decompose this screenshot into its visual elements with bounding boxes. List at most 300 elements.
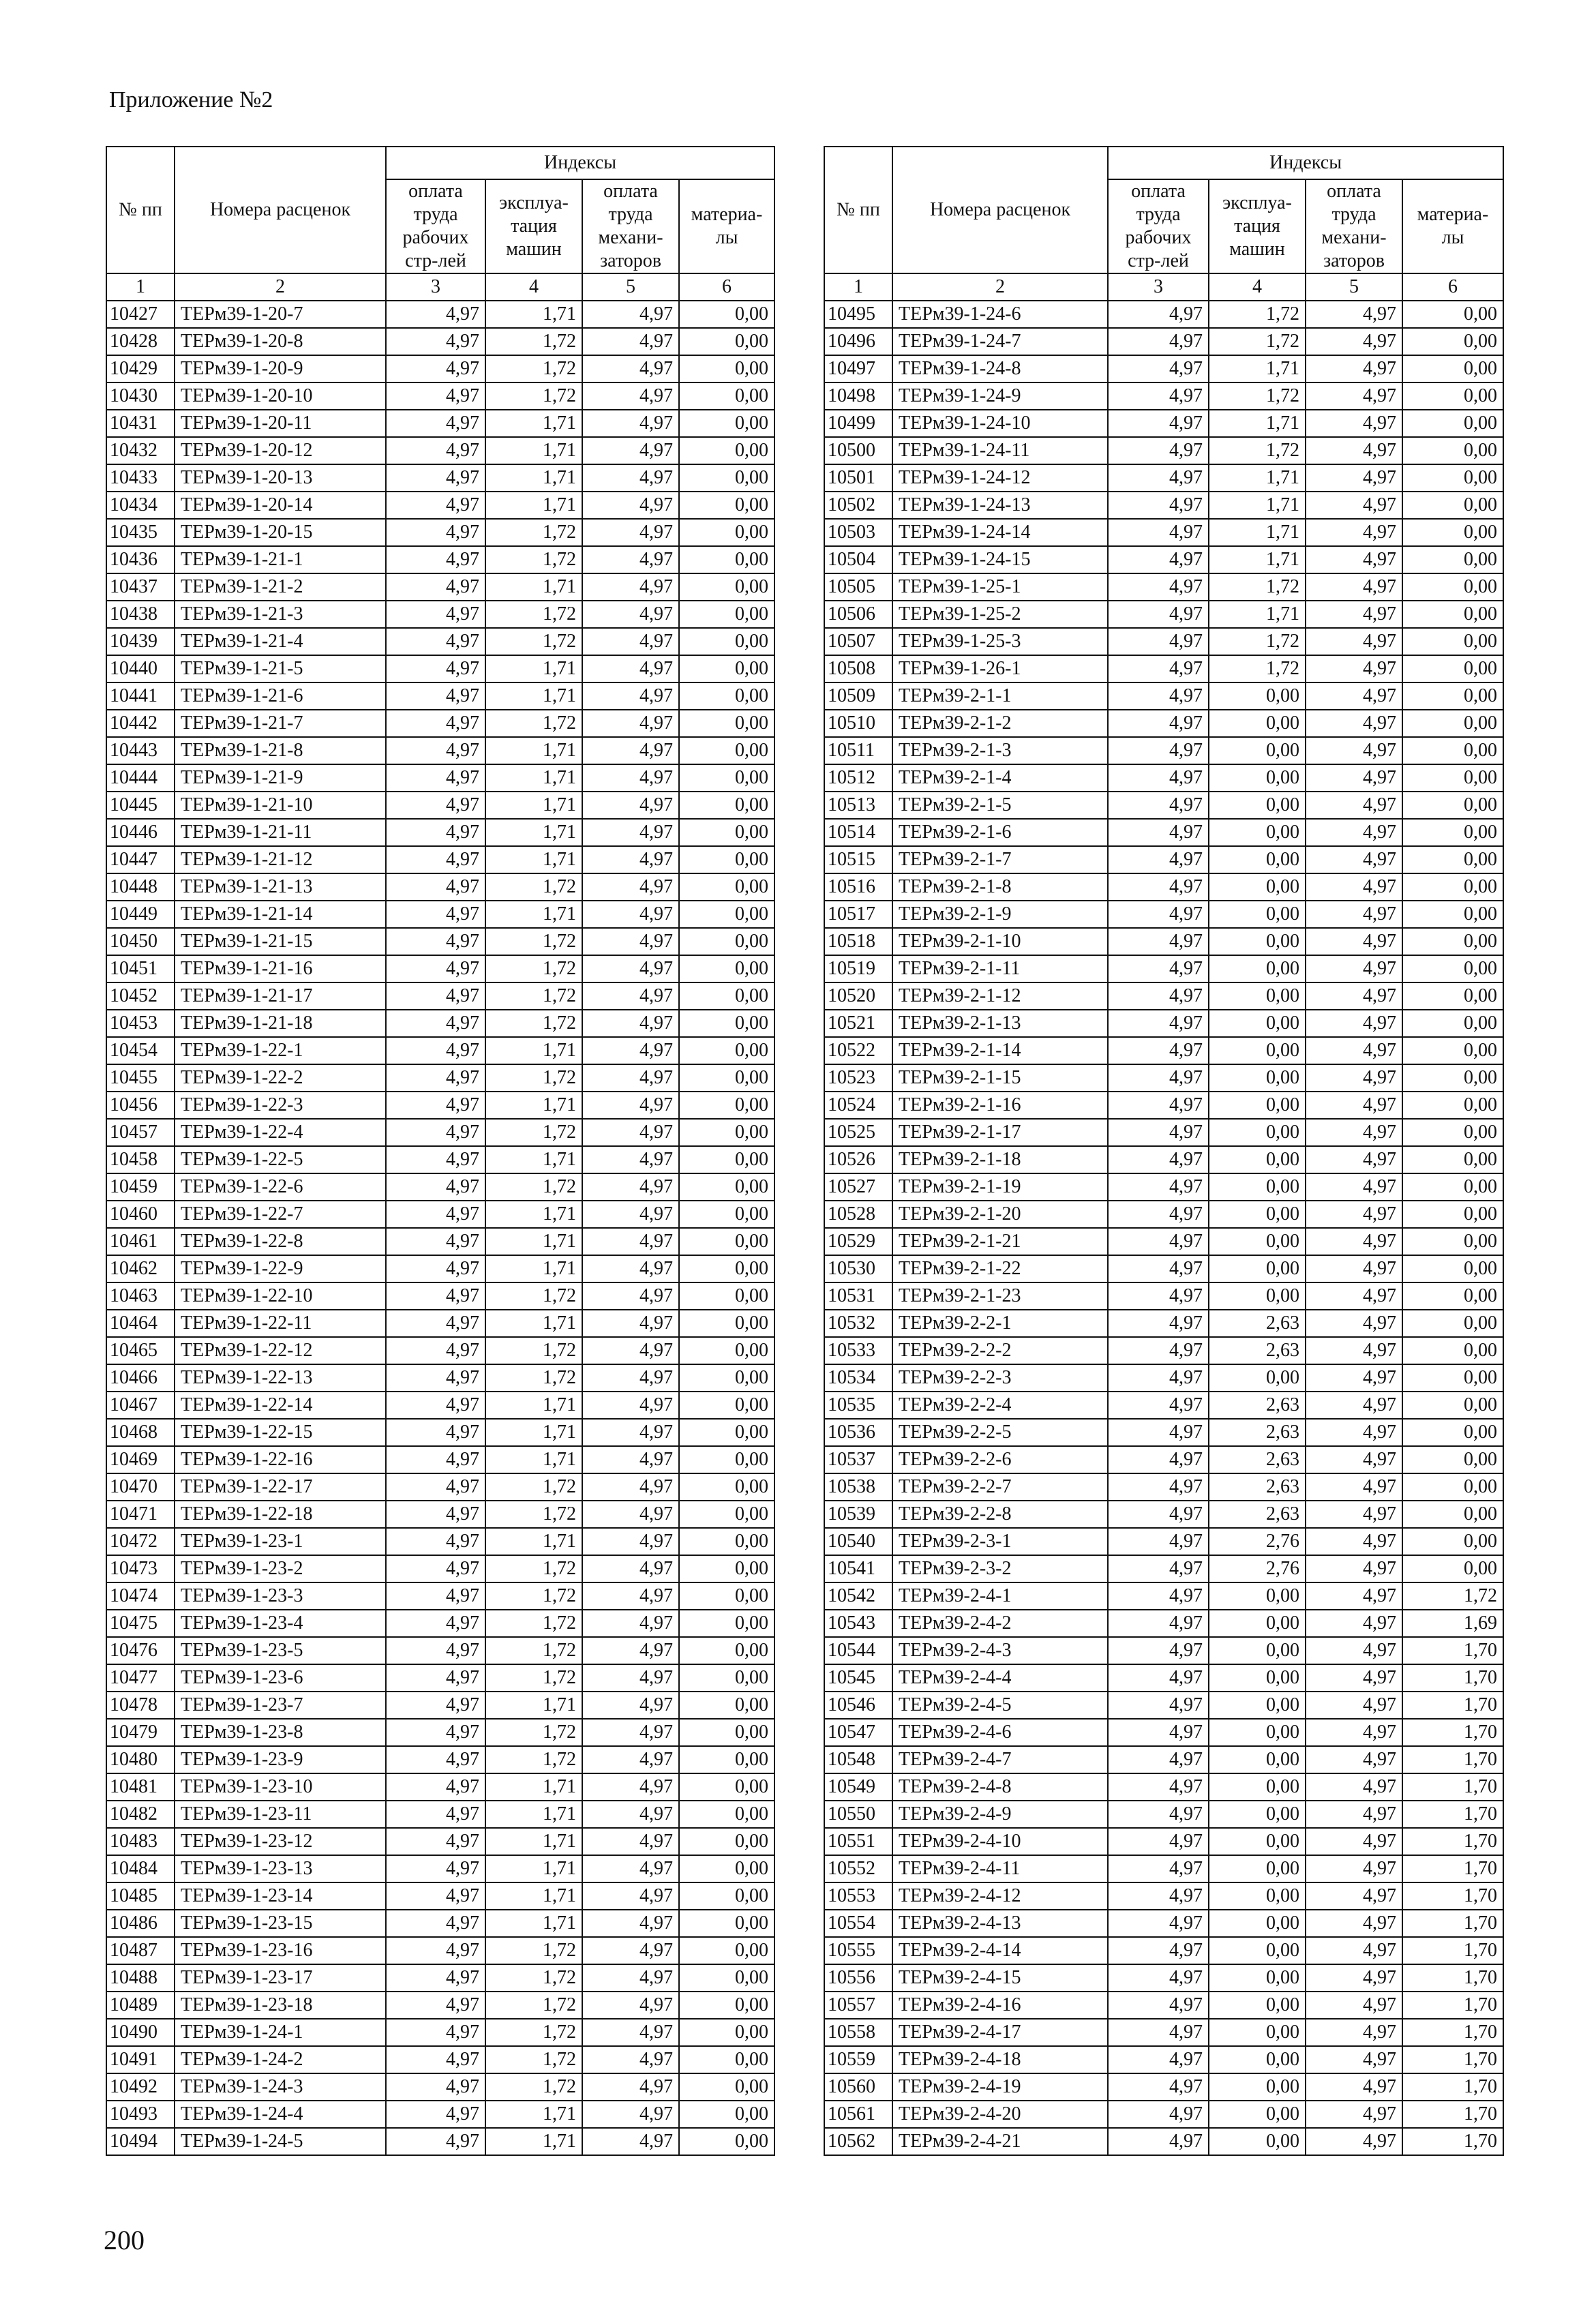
row-number: 10428: [106, 328, 175, 355]
labor-index: 4,97: [1108, 846, 1209, 873]
materials-index: 0,00: [1402, 1037, 1503, 1064]
machines-index: 0,00: [1209, 1719, 1306, 1746]
row-number: 10508: [824, 655, 892, 682]
table-row: [106, 492, 774, 519]
labor-index: 4,97: [1108, 1119, 1209, 1146]
labor-index: 4,97: [386, 1037, 485, 1064]
rate-code: ТЕРм39-2-1-22: [892, 1255, 1108, 1282]
row-number: 10452: [106, 982, 175, 1010]
operators-index: 4,97: [582, 1446, 679, 1473]
rate-code: ТЕРм39-2-3-1: [892, 1528, 1108, 1555]
col-machines-header: эксплуа-тация машин: [1209, 179, 1306, 273]
table-row: [824, 1692, 1503, 1719]
labor-index: 4,97: [1108, 1337, 1209, 1364]
materials-index: 0,00: [679, 1010, 774, 1037]
labor-index: 4,97: [1108, 873, 1209, 901]
row-number: 10438: [106, 601, 175, 628]
labor-index: 4,97: [1108, 1964, 1209, 1992]
materials-index: 0,00: [679, 655, 774, 682]
table-row: [824, 1392, 1503, 1419]
operators-index: 4,97: [1306, 2046, 1402, 2073]
row-number: 10431: [106, 410, 175, 437]
table-row: [106, 655, 774, 682]
rate-code: ТЕРм39-1-21-4: [175, 628, 386, 655]
operators-index: 4,97: [582, 737, 679, 764]
table-row: [106, 1446, 774, 1473]
labor-index: 4,97: [1108, 1882, 1209, 1910]
col-group-header: Индексы: [1108, 147, 1503, 179]
operators-index: 4,97: [1306, 1201, 1402, 1228]
rate-code: ТЕРм39-2-3-2: [892, 1555, 1108, 1582]
rate-code: ТЕРм39-1-21-15: [175, 928, 386, 955]
row-number: 10516: [824, 873, 892, 901]
row-number: 10464: [106, 1310, 175, 1337]
machines-index: 1,71: [485, 2101, 582, 2128]
table-row: [106, 1201, 774, 1228]
labor-index: 4,97: [386, 1092, 485, 1119]
rate-code: ТЕРм39-1-22-6: [175, 1173, 386, 1201]
materials-index: 0,00: [1402, 982, 1503, 1010]
row-number: 10432: [106, 437, 175, 464]
machines-index: 0,00: [1209, 737, 1306, 764]
labor-index: 4,97: [1108, 1364, 1209, 1392]
row-number: 10497: [824, 355, 892, 382]
row-number: 10461: [106, 1228, 175, 1255]
row-number: 10494: [106, 2128, 175, 2155]
materials-index: 0,00: [679, 519, 774, 546]
table-row: [824, 955, 1503, 982]
labor-index: 4,97: [386, 1473, 485, 1501]
machines-index: 1,71: [1209, 355, 1306, 382]
table-row: [106, 1882, 774, 1910]
row-number: 10499: [824, 410, 892, 437]
rate-code: ТЕРм39-1-24-14: [892, 519, 1108, 546]
materials-index: 0,00: [1402, 546, 1503, 573]
machines-index: 1,72: [1209, 655, 1306, 682]
machines-index: 0,00: [1209, 1119, 1306, 1146]
operators-index: 4,97: [1306, 601, 1402, 628]
operators-index: 4,97: [582, 1855, 679, 1882]
labor-index: 4,97: [386, 519, 485, 546]
rate-code: ТЕРм39-1-22-8: [175, 1228, 386, 1255]
rate-code: ТЕРм39-2-4-11: [892, 1855, 1108, 1882]
materials-index: 0,00: [679, 1501, 774, 1528]
labor-index: 4,97: [386, 2128, 485, 2155]
operators-index: 4,97: [1306, 382, 1402, 410]
rate-code: ТЕРм39-1-23-8: [175, 1719, 386, 1746]
row-number: 10543: [824, 1610, 892, 1637]
operators-index: 4,97: [582, 1228, 679, 1255]
operators-index: 4,97: [582, 1610, 679, 1637]
operators-index: 4,97: [1306, 1828, 1402, 1855]
operators-index: 4,97: [1306, 928, 1402, 955]
operators-index: 4,97: [582, 1337, 679, 1364]
row-number: 10476: [106, 1637, 175, 1664]
operators-index: 4,97: [1306, 1555, 1402, 1582]
row-number: 10511: [824, 737, 892, 764]
operators-index: 4,97: [1306, 682, 1402, 710]
machines-index: 0,00: [1209, 1255, 1306, 1282]
machines-index: 0,00: [1209, 1910, 1306, 1937]
rate-code: ТЕРм39-1-22-18: [175, 1501, 386, 1528]
materials-index: 0,00: [679, 1746, 774, 1773]
labor-index: 4,97: [1108, 764, 1209, 792]
operators-index: 4,97: [1306, 764, 1402, 792]
row-number: 10462: [106, 1255, 175, 1282]
rate-code: ТЕРм39-2-2-4: [892, 1392, 1108, 1419]
row-number: 10466: [106, 1364, 175, 1392]
row-number: 10522: [824, 1037, 892, 1064]
table-row: [106, 682, 774, 710]
row-number: 10539: [824, 1501, 892, 1528]
labor-index: 4,97: [1108, 1828, 1209, 1855]
materials-index: 0,00: [679, 1555, 774, 1582]
labor-index: 4,97: [1108, 1501, 1209, 1528]
operators-index: 4,97: [1306, 355, 1402, 382]
col-number: 3: [386, 273, 485, 301]
row-number: 10523: [824, 1064, 892, 1092]
materials-index: 1,70: [1402, 1828, 1503, 1855]
rates-table-right: [824, 146, 1504, 2156]
machines-index: 0,00: [1209, 1037, 1306, 1064]
labor-index: 4,97: [386, 410, 485, 437]
rate-code: ТЕРм39-2-4-8: [892, 1773, 1108, 1801]
operators-index: 4,97: [582, 819, 679, 846]
rate-code: ТЕРм39-1-23-6: [175, 1664, 386, 1692]
row-number: 10513: [824, 792, 892, 819]
machines-index: 0,00: [1209, 873, 1306, 901]
rate-code: ТЕРм39-2-1-14: [892, 1037, 1108, 1064]
table-row: [106, 1228, 774, 1255]
row-number: 10503: [824, 519, 892, 546]
materials-index: 0,00: [1402, 1501, 1503, 1528]
operators-index: 4,97: [582, 1637, 679, 1664]
table-row: [106, 2046, 774, 2073]
operators-index: 4,97: [582, 1282, 679, 1310]
machines-index: 0,00: [1209, 1173, 1306, 1201]
table-row: [824, 328, 1503, 355]
materials-index: 1,70: [1402, 2128, 1503, 2155]
rate-code: ТЕРм39-2-1-13: [892, 1010, 1108, 1037]
row-number: 10547: [824, 1719, 892, 1746]
materials-index: 0,00: [1402, 1419, 1503, 1446]
materials-index: 0,00: [1402, 601, 1503, 628]
operators-index: 4,97: [582, 1801, 679, 1828]
materials-index: 1,70: [1402, 1910, 1503, 1937]
operators-index: 4,97: [1306, 1692, 1402, 1719]
materials-index: 0,00: [1402, 1337, 1503, 1364]
row-number: 10448: [106, 873, 175, 901]
rate-code: ТЕРм39-2-4-14: [892, 1937, 1108, 1964]
table-row: [824, 1828, 1503, 1855]
rate-code: ТЕРм39-1-23-1: [175, 1528, 386, 1555]
machines-index: 1,72: [485, 1992, 582, 2019]
materials-index: 1,70: [1402, 1773, 1503, 1801]
table-row: [824, 1473, 1503, 1501]
materials-index: 0,00: [1402, 519, 1503, 546]
row-number: 10548: [824, 1746, 892, 1773]
labor-index: 4,97: [386, 764, 485, 792]
row-number: 10544: [824, 1637, 892, 1664]
materials-index: 1,70: [1402, 2073, 1503, 2101]
operators-index: 4,97: [1306, 1992, 1402, 2019]
labor-index: 4,97: [386, 1501, 485, 1528]
machines-index: 1,71: [485, 1092, 582, 1119]
labor-index: 4,97: [386, 1692, 485, 1719]
labor-index: 4,97: [1108, 1528, 1209, 1555]
machines-index: 1,72: [485, 1746, 582, 1773]
machines-index: 1,71: [485, 655, 582, 682]
table-row: [106, 437, 774, 464]
table-row: [106, 1910, 774, 1937]
materials-index: 0,00: [679, 1664, 774, 1692]
table-row: [106, 928, 774, 955]
labor-index: 4,97: [1108, 1773, 1209, 1801]
operators-index: 4,97: [1306, 1964, 1402, 1992]
labor-index: 4,97: [1108, 1310, 1209, 1337]
rate-code: ТЕРм39-2-4-7: [892, 1746, 1108, 1773]
table-row: [824, 1719, 1503, 1746]
rate-code: ТЕРм39-1-24-3: [175, 2073, 386, 2101]
operators-index: 4,97: [1306, 1610, 1402, 1637]
materials-index: 1,70: [1402, 1882, 1503, 1910]
rate-code: ТЕРм39-1-23-13: [175, 1855, 386, 1882]
machines-index: 2,63: [1209, 1392, 1306, 1419]
operators-index: 4,97: [1306, 655, 1402, 682]
operators-index: 4,97: [582, 301, 679, 328]
table-row: [824, 1419, 1503, 1446]
materials-index: 0,00: [679, 1610, 774, 1637]
rate-code: ТЕРм39-1-22-1: [175, 1037, 386, 1064]
rate-code: ТЕРм39-2-4-19: [892, 2073, 1108, 2101]
row-number: 10561: [824, 2101, 892, 2128]
operators-index: 4,97: [1306, 1446, 1402, 1473]
rate-code: ТЕРм39-1-22-16: [175, 1446, 386, 1473]
col-number: 4: [1209, 273, 1306, 301]
machines-index: 1,72: [485, 1937, 582, 1964]
row-number: 10491: [106, 2046, 175, 2073]
col-operators-header: оплата труда механи-заторов: [1306, 179, 1402, 273]
row-number: 10485: [106, 1882, 175, 1910]
materials-index: 1,70: [1402, 1692, 1503, 1719]
labor-index: 4,97: [386, 982, 485, 1010]
rate-code: ТЕРм39-1-22-11: [175, 1310, 386, 1337]
row-number: 10427: [106, 301, 175, 328]
rate-code: ТЕРм39-2-2-7: [892, 1473, 1108, 1501]
materials-index: 0,00: [1402, 464, 1503, 492]
rate-code: ТЕРм39-1-20-12: [175, 437, 386, 464]
rate-code: ТЕРм39-2-1-2: [892, 710, 1108, 737]
rate-code: ТЕРм39-2-4-10: [892, 1828, 1108, 1855]
row-number: 10430: [106, 382, 175, 410]
rate-code: ТЕРм39-1-22-14: [175, 1392, 386, 1419]
materials-index: 0,00: [1402, 1119, 1503, 1146]
labor-index: 4,97: [386, 2046, 485, 2073]
labor-index: 4,97: [386, 1528, 485, 1555]
materials-index: 0,00: [679, 1064, 774, 1092]
row-number: 10490: [106, 2019, 175, 2046]
rate-code: ТЕРм39-1-21-12: [175, 846, 386, 873]
table-row: [106, 355, 774, 382]
labor-index: 4,97: [386, 628, 485, 655]
table-row: [106, 519, 774, 546]
page-number: 200: [104, 2225, 145, 2255]
table-row: [824, 519, 1503, 546]
labor-index: 4,97: [1108, 1637, 1209, 1664]
operators-index: 4,97: [1306, 1146, 1402, 1173]
table-row: [106, 1964, 774, 1992]
machines-index: 1,71: [485, 1882, 582, 1910]
machines-index: 1,71: [485, 764, 582, 792]
table-row: [824, 1773, 1503, 1801]
table-row: [106, 1746, 774, 1773]
machines-index: 1,71: [485, 1310, 582, 1337]
labor-index: 4,97: [386, 846, 485, 873]
operators-index: 4,97: [1306, 573, 1402, 601]
materials-index: 0,00: [679, 901, 774, 928]
row-number: 10442: [106, 710, 175, 737]
labor-index: 4,97: [1108, 355, 1209, 382]
row-number: 10471: [106, 1501, 175, 1528]
rate-code: ТЕРм39-2-2-5: [892, 1419, 1108, 1446]
operators-index: 4,97: [582, 2101, 679, 2128]
rate-code: ТЕРм39-1-23-12: [175, 1828, 386, 1855]
table-row: [824, 873, 1503, 901]
table-row: [106, 1637, 774, 1664]
col-number: 6: [1402, 273, 1503, 301]
row-number: 10541: [824, 1555, 892, 1582]
labor-index: 4,97: [1108, 682, 1209, 710]
labor-index: 4,97: [386, 1828, 485, 1855]
materials-index: 0,00: [679, 2046, 774, 2073]
table-row: [106, 819, 774, 846]
table-row: [106, 1037, 774, 1064]
materials-index: 0,00: [679, 1773, 774, 1801]
rate-code: ТЕРм39-2-2-2: [892, 1337, 1108, 1364]
labor-index: 4,97: [386, 928, 485, 955]
operators-index: 4,97: [1306, 955, 1402, 982]
materials-index: 0,00: [1402, 955, 1503, 982]
labor-index: 4,97: [386, 1910, 485, 1937]
table-row: [106, 2073, 774, 2101]
table-row: [824, 2073, 1503, 2101]
materials-index: 0,00: [679, 1146, 774, 1173]
materials-index: 0,00: [679, 301, 774, 328]
table-row: [106, 764, 774, 792]
table-row: [824, 1555, 1503, 1582]
table-row: [824, 764, 1503, 792]
labor-index: 4,97: [1108, 492, 1209, 519]
materials-index: 0,00: [679, 546, 774, 573]
table-row: [824, 1173, 1503, 1201]
labor-index: 4,97: [386, 328, 485, 355]
machines-index: 1,72: [485, 982, 582, 1010]
labor-index: 4,97: [1108, 901, 1209, 928]
table-row: [106, 1937, 774, 1964]
materials-index: 0,00: [679, 792, 774, 819]
machines-index: 0,00: [1209, 819, 1306, 846]
rate-code: ТЕРм39-2-1-6: [892, 819, 1108, 846]
table-row: [106, 1719, 774, 1746]
table-row: [106, 1801, 774, 1828]
rate-code: ТЕРм39-2-1-11: [892, 955, 1108, 982]
machines-index: 1,71: [485, 1255, 582, 1282]
rate-code: ТЕРм39-1-22-15: [175, 1419, 386, 1446]
operators-index: 4,97: [582, 1692, 679, 1719]
machines-index: 0,00: [1209, 1964, 1306, 1992]
machines-index: 1,72: [1209, 328, 1306, 355]
operators-index: 4,97: [1306, 1064, 1402, 1092]
materials-index: 0,00: [1402, 873, 1503, 901]
row-number: 10480: [106, 1746, 175, 1773]
machines-index: 1,71: [485, 573, 582, 601]
rate-code: ТЕРм39-1-21-5: [175, 655, 386, 682]
labor-index: 4,97: [1108, 737, 1209, 764]
labor-index: 4,97: [1108, 1173, 1209, 1201]
table-row: [106, 1337, 774, 1364]
row-number: 10450: [106, 928, 175, 955]
materials-index: 0,00: [679, 1228, 774, 1255]
rate-code: ТЕРм39-1-20-7: [175, 301, 386, 328]
machines-index: 0,00: [1209, 1010, 1306, 1037]
materials-index: 0,00: [679, 1719, 774, 1746]
operators-index: 4,97: [582, 1964, 679, 1992]
row-number: 10559: [824, 2046, 892, 2073]
row-number: 10447: [106, 846, 175, 873]
row-number: 10439: [106, 628, 175, 655]
rate-code: ТЕРм39-2-1-5: [892, 792, 1108, 819]
row-number: 10440: [106, 655, 175, 682]
materials-index: 0,00: [679, 1692, 774, 1719]
row-number: 10550: [824, 1801, 892, 1828]
materials-index: 0,00: [679, 819, 774, 846]
row-number: 10514: [824, 819, 892, 846]
labor-index: 4,97: [386, 1610, 485, 1637]
table-row: [824, 1255, 1503, 1282]
row-number: 10483: [106, 1828, 175, 1855]
rate-code: ТЕРм39-1-22-12: [175, 1337, 386, 1364]
labor-index: 4,97: [386, 1446, 485, 1473]
row-number: 10526: [824, 1146, 892, 1173]
rate-code: ТЕРм39-1-22-13: [175, 1364, 386, 1392]
operators-index: 4,97: [1306, 437, 1402, 464]
labor-index: 4,97: [386, 1010, 485, 1037]
rate-code: ТЕРм39-2-4-20: [892, 2101, 1108, 2128]
row-number: 10458: [106, 1146, 175, 1173]
materials-index: 1,70: [1402, 1855, 1503, 1882]
machines-index: 1,72: [1209, 382, 1306, 410]
row-number: 10552: [824, 1855, 892, 1882]
operators-index: 4,97: [1306, 846, 1402, 873]
machines-index: 1,72: [485, 1501, 582, 1528]
rate-code: ТЕРм39-1-24-9: [892, 382, 1108, 410]
materials-index: 0,00: [679, 682, 774, 710]
table-row: [106, 1282, 774, 1310]
operators-index: 4,97: [1306, 1392, 1402, 1419]
materials-index: 0,00: [679, 1037, 774, 1064]
operators-index: 4,97: [582, 846, 679, 873]
labor-index: 4,97: [1108, 328, 1209, 355]
rate-code: ТЕРм39-2-4-17: [892, 2019, 1108, 2046]
operators-index: 4,97: [582, 764, 679, 792]
machines-index: 1,71: [485, 846, 582, 873]
machines-index: 1,71: [1209, 410, 1306, 437]
operators-index: 4,97: [1306, 1855, 1402, 1882]
row-number: 10453: [106, 1010, 175, 1037]
materials-index: 0,00: [1402, 1473, 1503, 1501]
labor-index: 4,97: [386, 1119, 485, 1146]
row-number: 10470: [106, 1473, 175, 1501]
